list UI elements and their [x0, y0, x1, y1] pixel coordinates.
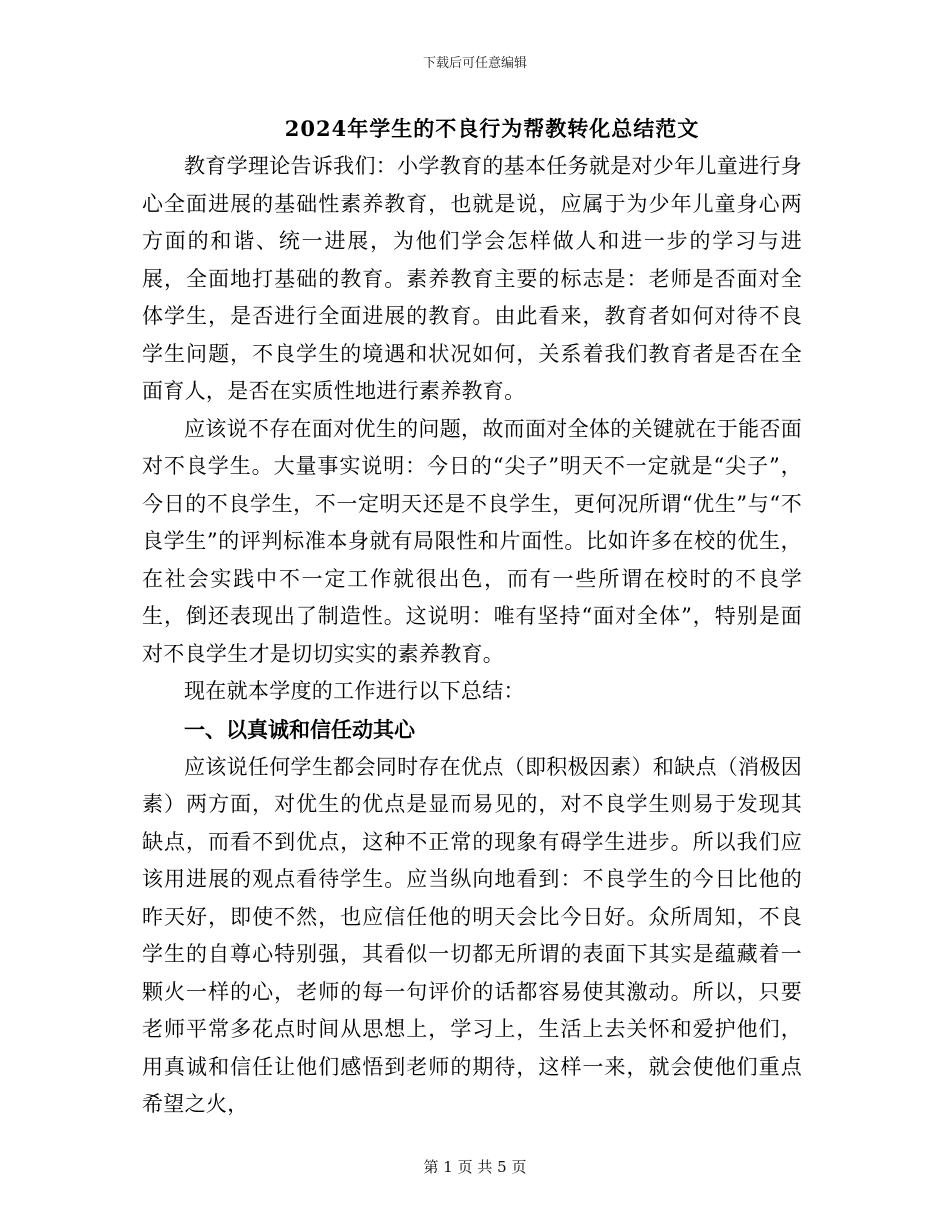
section-heading-1: 一、以真诚和信任动其心 — [184, 716, 415, 742]
page-indicator: 第 1 页 共 5 页 — [423, 1158, 527, 1176]
paragraph-2: 应该说不存在面对优生的问题，故而面对全体的关键就在于能否面对不良学生。大量事实说明：今日的“尖子”明天不一定就是“尖子”，今日的不良学生，不一定明天还是不良学生，更何况所谓“优生”与“不良学生”的评判标准本身就有局限性和片面性。比如许多在校的优生，在社会实践中不一定工作就很出色，而有一些所谓在校时的不良学生，倒还表现出了制造性。这说明：唯有坚持“面对全体”，特别是面对不良学生才是切切实实的素养教育。 — [142, 416, 802, 666]
header-note: 下载后可任意编辑 — [422, 56, 527, 71]
paragraph-1: 教育学理论告诉我们：小学教育的基本任务就是对少年儿童进行身心全面进展的基础性素养教育，也就是说，应属于为少年儿童身心两方面的和谐、统一进展，为他们学会怎样做人和进一步的学习与进展，全面地打基础的教育。素养教育主要的标志是：老师是否面对全体学生，是否进行全面进展的教育。由此看来，教育者如何对待不良学生问题，不良学生的境遇和状况如何，关系着我们教育者是否在全面育人，是否在实质性地进行素养教育。 — [142, 154, 802, 403]
section-1-paragraph: 应该说任何学生都会同时存在优点（即积极因素）和缺点（消极因素）两方面，对优生的优点是显而易见的，对不良学生则易于发现其缺点，而看不到优点，这种不正常的现象有碍学生进步。所以我们应该用进展的观点看待学生。应当纵向地看到：不良学生的今日比他的昨天好，即使不然，也应信任他的明天会比今日好。众所周知，不良学生的自尊心特别强，其看似一切都无所谓的表面下其实是蕴藏着一颗火一样的心，老师的每一句评价的话都容易使其激动。所以，只要老师平常多花点时间从思想上，学习上，生活上去关怀和爱护他们，用真诚和信任让他们感悟到老师的期待，这样一来，就会使他们重点希望之火， — [142, 754, 802, 1116]
paragraph-3: 现在就本学度的工作进行以下总结： — [184, 679, 525, 703]
document-body — [142, 110, 802, 1124]
document-title: 2024年学生的不良行为帮教转化总结范文 — [284, 116, 700, 141]
